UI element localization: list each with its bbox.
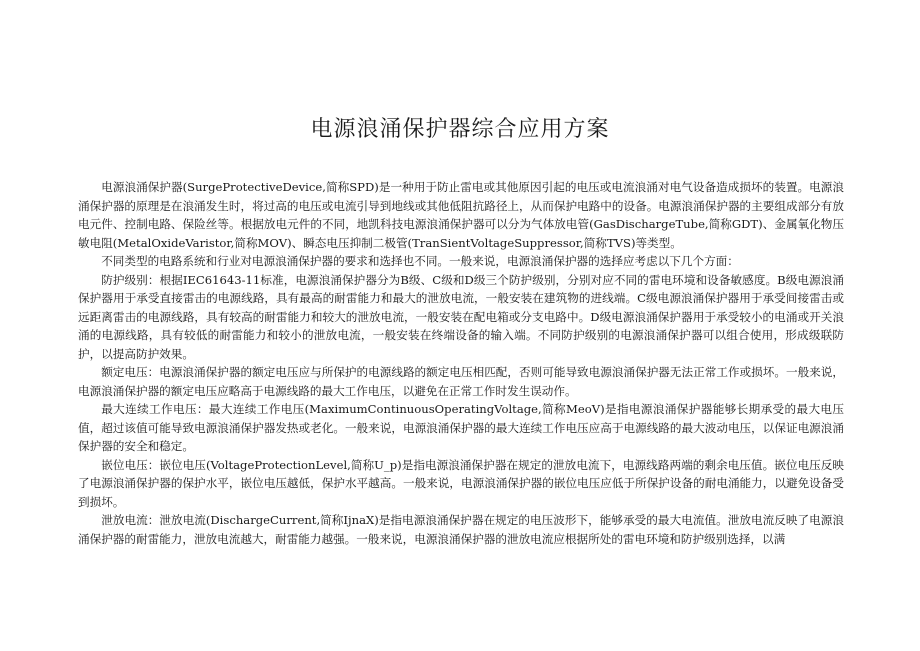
page-title: 电源浪涌保护器综合应用方案 [310, 117, 610, 142]
paragraph-max-continuous-voltage: 最大连续工作电压：最大连续工作电压(MaximumContinuousOperatingVoltage,简称MeoV)是指电源浪涌保护器能够长期承受的最大电压值，超过该值可能导致电源浪涌保护器发热或老化。一般来说，电源浪涌保护器的最大连续工作电压应高于电源线路的最大波动电压，以保证电源浪涌保护器的安全和稳定。 [78, 402, 844, 453]
paragraph-clamping-voltage: 嵌位电压：嵌位电压(VoltageProtectionLevel,简称U_p)是指电源浪涌保护器在规定的泄放电流下，电源线路两端的剩余电压值。嵌位电压反映了电源浪涌保护器的保护水平，嵌位电压越低，保护水平越高。一般来说，电源浪涌保护器的嵌位电压应低于所保护设备的耐电涌能力，以避免设备受到损坏。 [78, 457, 844, 509]
document-body [78, 178, 844, 548]
paragraph-protection-level: 防护级别：根据IEC61643-11标准，电源浪涌保护器分为B级、C级和D级三个防护级别，分别对应不同的雷电环境和设备敏感度。B级电源浪涌保护器用于承受直接雷击的电源线路，具有最高的耐雷能力和最大的泄放电流，一般安装在建筑物的进线端。C级电源浪涌保护器用于承受间接雷击或远距离雷击的电源线路，具有较高的耐雷能力和较大的泄放电流，一般安装在配电箱或分支电路中。D级电源浪涌保护器用于承受较小的电涌或开关浪涌的电源线路，具有较低的耐雷能力和较小的泄放电流，一般安装在终端设备的输入端。不同防护级别的电源浪涌保护器可以组合使用，形成级联防护，以提高防护效果。 [78, 272, 844, 361]
paragraph-intro: 电源浪涌保护器(SurgeProtectiveDevice,简称SPD)是一种用于防止雷电或其他原因引起的电压或电流浪涌对电气设备造成损坏的装置。电源浪涌保护器的原理是在浪涌发生时，将过高的电压或电流引导到地线或其他低阻抗路径上，从而保护电路中的设备。电源浪涌保护器的主要组成部分有放电元件、控制电路、保险丝等。根据放电元件的不同，地凯科技电源浪涌保护器可以分为气体放电管(GasDischargeTube,简称GDT)、金属氧化物压敏电阻(MetalOxideVaristor,简称MOV)、瞬态电压抑制二极管(TranSientVoltageSuppressor,简称TVS)等类型。 [78, 180, 844, 250]
paragraph-rated-voltage: 额定电压：电源浪涌保护器的额定电压应与所保护的电源线路的额定电压相匹配，否则可能导致电源浪涌保护器无法正常工作或损坏。一般来说，电源浪涌保护器的额定电压应略高于电源线路的最大工作电压，以避免在正常工作时发生误动作。 [78, 365, 844, 398]
paragraph-discharge-current: 泄放电流：泄放电流(DischargeCurrent,简称IjnaX)是指电源浪涌保护器在规定的电压波形下，能够承受的最大电流值。泄放电流反映了电源浪涌保护器的耐雷能力，泄放电流越大，耐雷能力越强。一般来说，电源浪涌保护器的泄放电流应根据所处的雷电环境和防护级别选择，以满 [78, 513, 844, 546]
paragraph-selection-overview: 不同类型的电路系统和行业对电源浪涌保护器的要求和选择也不同。一般来说，电源浪涌保护器的选择应考虑以下几个方面： [101, 254, 739, 268]
